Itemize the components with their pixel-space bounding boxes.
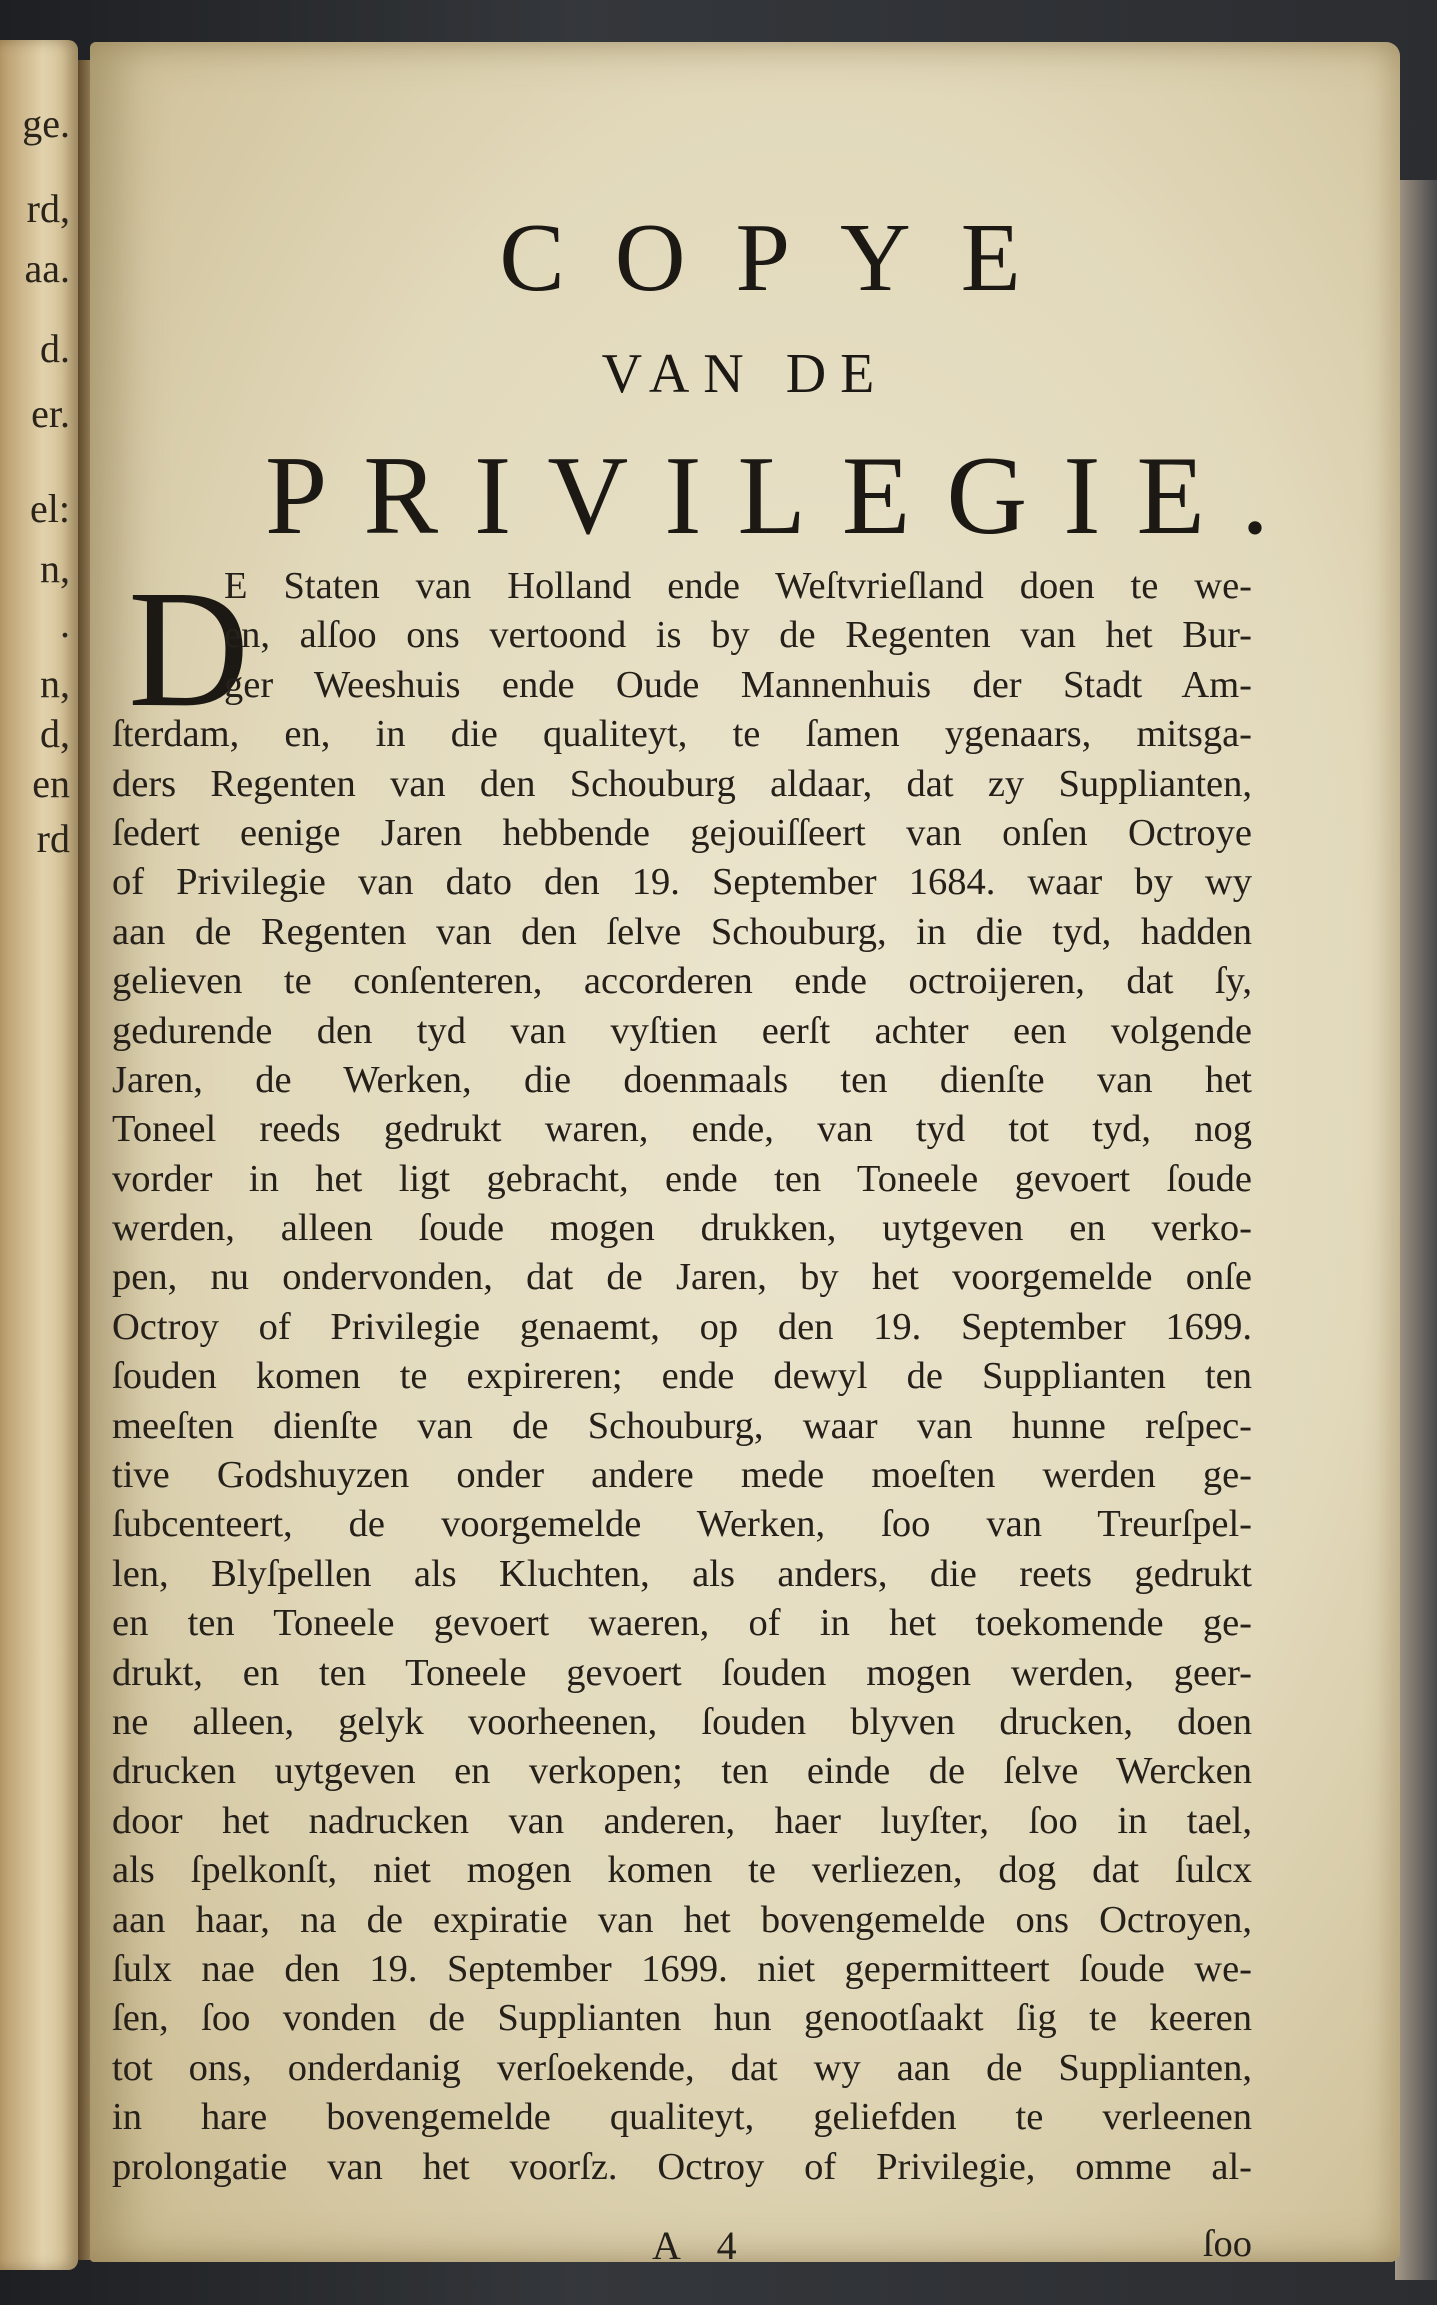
title-copye: COPYE bbox=[499, 204, 1071, 312]
text-line: door het nadrucken van anderen, haer luyſter, ſoo in tael, bbox=[112, 1799, 1252, 1842]
left-page-fragment: . bbox=[60, 601, 70, 646]
text-line: drukt, en ten Toneele gevoert ſouden mogen werden, geer- bbox=[112, 1651, 1252, 1694]
text-line: drucken uytgeven en verkopen; ten einde de ſelve Wercken bbox=[112, 1750, 1252, 1793]
text-line: prolongatie van het voorſz. Octroy of Privilegie, omme al- bbox=[112, 2145, 1252, 2188]
left-page-fragment: d, bbox=[40, 711, 70, 756]
text-line: ders Regenten van den Schouburg aldaar, dat zy Supplianten, bbox=[112, 762, 1252, 805]
text-line: Jaren, de Werken, die doenmaals ten dienſte van het bbox=[112, 1058, 1252, 1101]
text-line: aan de Regenten van den ſelve Schouburg, in die tyd, hadden bbox=[112, 910, 1252, 953]
text-line: E Staten van Holland ende Weſtvrieſland doen te we- bbox=[224, 565, 1252, 607]
page-footer bbox=[112, 2222, 1252, 2282]
title-van-de: VAN DE bbox=[601, 343, 889, 405]
left-page-fragment: aa. bbox=[24, 246, 70, 291]
text-line: werden, alleen ſoude mogen drukken, uytgeven en verko- bbox=[112, 1207, 1252, 1250]
text-line: gelieven te conſenteren, accorderen ende octroijeren, dat ſy, bbox=[112, 960, 1252, 1003]
text-line: ſulx nae den 19. September 1699. niet gepermitteert ſoude we- bbox=[112, 1947, 1252, 1990]
left-page-fragment: n, bbox=[40, 546, 70, 591]
left-page-fragment: en bbox=[32, 761, 70, 806]
text-line: len, Blyſpellen als Kluchten, als anders, die reets gedrukt bbox=[112, 1552, 1252, 1595]
text-line: en, alſoo ons vertoond is by de Regenten van het Bur- bbox=[224, 614, 1252, 657]
text-line: tive Godshuyzen onder andere mede moeſten werden ge- bbox=[112, 1454, 1252, 1497]
catchword: ſoo bbox=[1202, 2223, 1252, 2265]
text-line: tot ons, onderdanig verſoekende, dat wy aan de Supplianten, bbox=[112, 2046, 1252, 2089]
text-line: gedurende den tyd van vyſtien eerſt achter een volgende bbox=[112, 1009, 1252, 1052]
privilege-text bbox=[112, 556, 1252, 2192]
text-line: ne alleen, gelyk voorheenen, ſouden blyven drucken, doen bbox=[112, 1700, 1252, 1743]
left-page-fragment: rd, bbox=[26, 186, 70, 231]
text-line: of Privilegie van dato den 19. September 1684. waar by wy bbox=[112, 861, 1252, 904]
text-line: in hare bovengemelde qualiteyt, geliefden te verleenen bbox=[112, 2096, 1252, 2139]
text-line: ſubcenteert, de voorgemelde Werken, ſoo van Treurſpel- bbox=[112, 1503, 1252, 1546]
left-page-fragment: er. bbox=[31, 391, 70, 436]
text-line: ſterdam, en, in die qualiteyt, te ſamen ygenaars, mitsga- bbox=[112, 713, 1252, 756]
text-line: pen, nu ondervonden, dat de Jaren, by het voorgemelde onſe bbox=[112, 1256, 1252, 1299]
text-line: ger Weeshuis ende Oude Mannenhuis der Stadt Am- bbox=[224, 663, 1252, 706]
text-line: aan haar, na de expiratie van het bovengemelde ons Octroyen, bbox=[112, 1898, 1252, 1941]
title-privilegie: PRIVILEGIE. bbox=[265, 434, 1305, 558]
text-line: Toneel reeds gedrukt waren, ende, van tyd tot tyd, nog bbox=[112, 1108, 1252, 1151]
text-line: ſen, ſoo vonden de Supplianten hun genootſaakt ſig te keeren bbox=[112, 1997, 1252, 2040]
left-page-fragment: el: bbox=[30, 486, 70, 531]
text-line: vorder in het ligt gebracht, ende ten Toneele gevoert ſoude bbox=[112, 1157, 1252, 1200]
text-line: ſouden komen te expireren; ende dewyl de Supplianten ten bbox=[112, 1355, 1252, 1398]
text-line: meeſten dienſte van de Schouburg, waar van hunne reſpec- bbox=[112, 1404, 1252, 1447]
left-page-edge bbox=[0, 40, 78, 2270]
text-line: Octroy of Privilegie genaemt, op den 19. September 1699. bbox=[112, 1305, 1252, 1348]
text-line: ſedert eenige Jaren hebbende gejouiſſeert van onſen Octroye bbox=[112, 811, 1252, 854]
left-page-fragment: d. bbox=[40, 326, 70, 371]
left-page-fragment: rd bbox=[36, 816, 70, 861]
text-line: en ten Toneele gevoert waeren, of in het toekomende ge- bbox=[112, 1602, 1252, 1645]
drop-cap: D bbox=[128, 556, 250, 742]
book-page bbox=[90, 42, 1400, 2268]
signature-mark: A 4 bbox=[652, 2223, 751, 2268]
text-line: als ſpelkonſt, niet mogen komen te verliezen, dog dat ſulcx bbox=[112, 1849, 1252, 1892]
left-page-fragment: ge. bbox=[22, 101, 70, 146]
left-page-fragment: n, bbox=[40, 661, 70, 706]
